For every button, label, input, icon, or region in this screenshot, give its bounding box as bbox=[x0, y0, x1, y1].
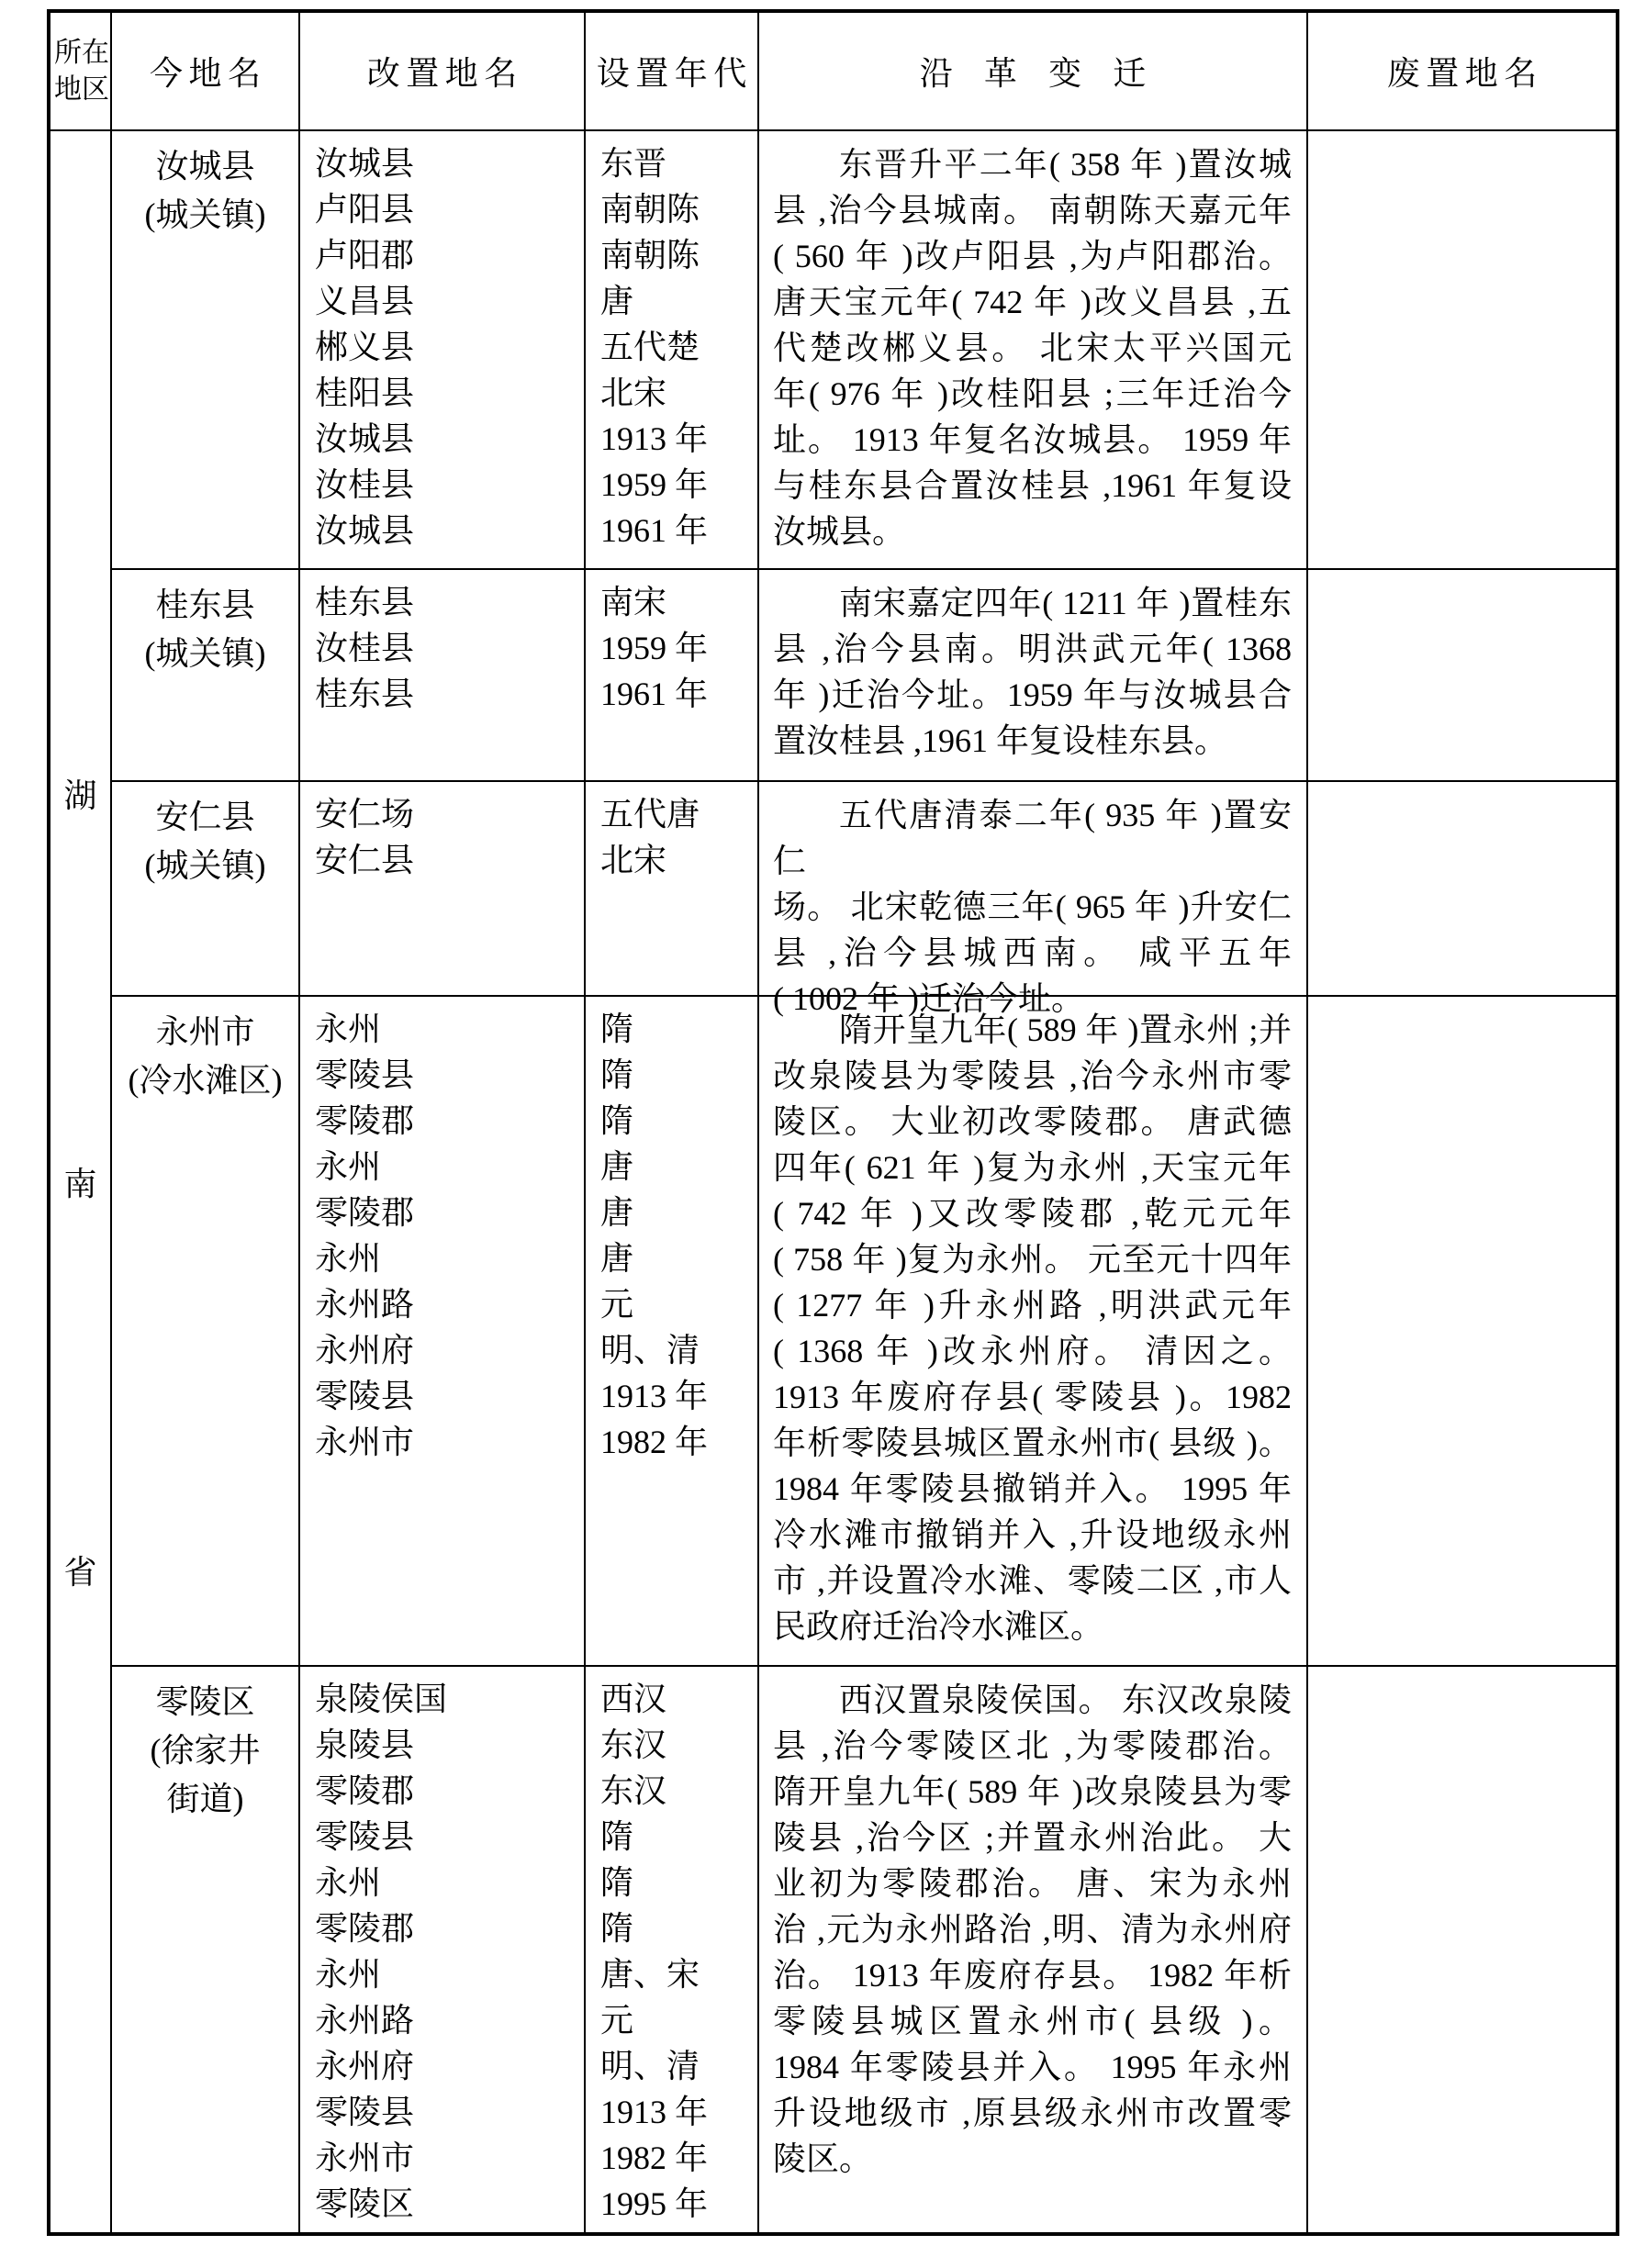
evolution-line: 五代唐清泰二年( 935 年 )置安仁 bbox=[773, 797, 1292, 879]
renamed-item: 安仁县 bbox=[315, 842, 415, 878]
header-evolution-label: 沿革变迁 bbox=[919, 55, 1178, 92]
renamed-item: 零陵县 bbox=[315, 2094, 415, 2130]
renamed-item: 零陵县 bbox=[315, 1056, 415, 1093]
header-today-name-label: 今地名 bbox=[150, 55, 267, 92]
evolution-cell bbox=[759, 131, 1308, 570]
evolution-line: 隋开皇九年( 589 年 )改泉陵县为零 bbox=[773, 1773, 1292, 1810]
today-name-line: (城关镇) bbox=[144, 196, 266, 233]
era-item: 隋 bbox=[600, 1056, 634, 1093]
era-item: 1959 年 bbox=[600, 466, 709, 503]
evolution-line: 隋开皇九年( 589 年 )置永州 ;并 bbox=[839, 1011, 1292, 1048]
era-item: 元 bbox=[600, 1286, 634, 1323]
province-char-1: 湖 bbox=[63, 777, 97, 814]
renamed-item: 汝城县 bbox=[315, 420, 415, 457]
renamed-item: 永州 bbox=[315, 1864, 382, 1901]
abolished-cell bbox=[1308, 570, 1616, 782]
renamed-list-cell bbox=[300, 570, 586, 782]
era-item: 唐 bbox=[600, 1240, 634, 1277]
era-list-cell bbox=[586, 997, 759, 1667]
evolution-line: 县 ,治今县南。明洪武元年( 1368 bbox=[773, 631, 1292, 667]
era-item: 元 bbox=[600, 2002, 634, 2039]
renamed-item: 泉陵侯国 bbox=[315, 1681, 448, 1717]
renamed-item: 汝桂县 bbox=[315, 630, 415, 666]
renamed-item: 桂阳县 bbox=[315, 374, 415, 411]
today-name-cell bbox=[112, 1667, 300, 2232]
renamed-item: 桂东县 bbox=[315, 676, 415, 712]
renamed-list-cell bbox=[300, 1667, 586, 2232]
renamed-list-cell bbox=[300, 131, 586, 570]
evolution-line: 改泉陵县为零陵县 ,治今永州市零 bbox=[773, 1057, 1292, 1094]
renamed-item: 永州市 bbox=[315, 1424, 415, 1460]
province-cell bbox=[50, 131, 112, 2232]
evolution-line: 县 ,治今县城西南。 咸平五年 bbox=[773, 934, 1292, 971]
evolution-line: 陵区。 bbox=[773, 2140, 873, 2177]
era-item: 五代唐 bbox=[600, 796, 700, 832]
evolution-line: 年( 976 年 )改桂阳县 ;三年迁治今 bbox=[773, 375, 1292, 412]
evolution-line: 冷水滩市撤销并入 ,升设地级永州 bbox=[773, 1516, 1292, 1553]
evolution-line: 治。 1913 年废府存县。 1982 年析 bbox=[773, 1957, 1292, 1994]
renamed-item: 零陵郡 bbox=[315, 1772, 415, 1809]
renamed-item: 安仁场 bbox=[315, 796, 415, 832]
renamed-list-cell bbox=[300, 997, 586, 1667]
renamed-item: 永州市 bbox=[315, 2140, 415, 2176]
evolution-line: 西汉置泉陵侯国。 东汉改泉陵 bbox=[839, 1681, 1292, 1718]
evolution-line: 唐天宝元年( 742 年 )改义昌县 ,五 bbox=[773, 284, 1292, 320]
evolution-line: 址。 1913 年复名汝城县。 1959 年 bbox=[773, 421, 1292, 458]
evolution-cell bbox=[759, 997, 1308, 1667]
evolution-line: 1984 年零陵县撤销并入。 1995 年 bbox=[773, 1470, 1292, 1507]
today-name-line: 永州市 bbox=[155, 1013, 255, 1050]
renamed-item: 永州 bbox=[315, 1956, 382, 1993]
era-item: 1913 年 bbox=[600, 420, 709, 457]
evolution-line: ( 1277 年 )升永州路 ,明洪武元年 bbox=[773, 1287, 1292, 1324]
era-item: 1995 年 bbox=[600, 2185, 709, 2222]
evolution-line: 陵县 ,治今区 ;并置永州治此。 大 bbox=[773, 1819, 1292, 1856]
today-name-cell bbox=[112, 131, 300, 570]
renamed-item: 零陵郡 bbox=[315, 1910, 415, 1947]
evolution-line: 年析零陵县城区置永州市( 县级 )。 bbox=[773, 1424, 1292, 1461]
header-evolution bbox=[759, 13, 1308, 131]
evolution-cell bbox=[759, 570, 1308, 782]
renamed-item: 永州 bbox=[315, 1011, 382, 1047]
era-item: 1959 年 bbox=[600, 630, 709, 666]
evolution-line: 市 ,并设置冷水滩、零陵二区 ,市人 bbox=[773, 1562, 1292, 1599]
renamed-item: 汝城县 bbox=[315, 145, 415, 182]
today-name-line: (冷水滩区) bbox=[128, 1062, 283, 1099]
renamed-item: 零陵郡 bbox=[315, 1194, 415, 1231]
today-name-line: 桂东县 bbox=[155, 587, 255, 623]
era-list-cell bbox=[586, 570, 759, 782]
gazetteer-table bbox=[47, 9, 1619, 2236]
era-list-cell bbox=[586, 1667, 759, 2232]
era-item: 1913 年 bbox=[600, 2094, 709, 2130]
era-item: 北宋 bbox=[600, 842, 667, 878]
evolution-line: 1984 年零陵县并入。 1995 年永州 bbox=[773, 2049, 1292, 2085]
era-item: 隋 bbox=[600, 1910, 634, 1947]
renamed-item: 义昌县 bbox=[315, 283, 415, 319]
era-item: 东汉 bbox=[600, 1726, 667, 1763]
era-item: 隋 bbox=[600, 1818, 634, 1855]
evolution-line: 四年( 621 年 )复为永州 ,天宝元年 bbox=[773, 1149, 1292, 1186]
renamed-list-cell bbox=[300, 782, 586, 997]
abolished-cell bbox=[1308, 782, 1616, 997]
evolution-line: 零陵县城区置永州市( 县级 )。 bbox=[773, 2003, 1292, 2039]
evolution-line: 置汝桂县 ,1961 年复设桂东县。 bbox=[773, 722, 1228, 759]
today-name-cell bbox=[112, 997, 300, 1667]
province-char-3: 省 bbox=[63, 1554, 97, 1591]
era-item: 1982 年 bbox=[600, 1424, 709, 1460]
today-name-line: (徐家井 bbox=[150, 1732, 261, 1769]
renamed-item: 零陵区 bbox=[315, 2185, 415, 2222]
era-item: 明、清 bbox=[600, 2048, 700, 2084]
era-item: 明、清 bbox=[600, 1332, 700, 1369]
era-item: 五代楚 bbox=[600, 329, 700, 365]
renamed-item: 卢阳郡 bbox=[315, 237, 415, 274]
evolution-line: ( 1368 年 )改永州府。 清因之。 bbox=[773, 1333, 1292, 1369]
era-item: 南宋 bbox=[600, 584, 667, 620]
renamed-item: 郴义县 bbox=[315, 329, 415, 365]
evolution-line: 南宋嘉定四年( 1211 年 )置桂东 bbox=[839, 585, 1292, 621]
renamed-item: 永州府 bbox=[315, 1332, 415, 1369]
evolution-line: 业初为零陵郡治。 唐、宋为永州 bbox=[773, 1865, 1292, 1902]
era-item: 东晋 bbox=[600, 145, 667, 182]
renamed-item: 永州 bbox=[315, 1148, 382, 1185]
evolution-line: ( 758 年 )复为永州。 元至元十四年 bbox=[773, 1241, 1292, 1278]
renamed-item: 零陵县 bbox=[315, 1818, 415, 1855]
era-list-cell bbox=[586, 782, 759, 997]
evolution-line: 代楚改郴义县。 北宋太平兴国元 bbox=[773, 330, 1292, 366]
today-name-cell bbox=[112, 782, 300, 997]
today-name-line: 汝城县 bbox=[155, 148, 255, 184]
header-abolished bbox=[1308, 13, 1616, 131]
renamed-item: 桂东县 bbox=[315, 584, 415, 620]
era-item: 东汉 bbox=[600, 1772, 667, 1809]
era-item: 西汉 bbox=[600, 1681, 667, 1717]
era-item: 隋 bbox=[600, 1864, 634, 1901]
today-name-line: (城关镇) bbox=[144, 847, 266, 884]
renamed-item: 永州府 bbox=[315, 2048, 415, 2084]
today-name-cell bbox=[112, 570, 300, 782]
evolution-cell bbox=[759, 1667, 1308, 2232]
renamed-item: 永州 bbox=[315, 1240, 382, 1277]
era-item: 1982 年 bbox=[600, 2140, 709, 2176]
header-abolished-label: 废置地名 bbox=[1386, 55, 1543, 92]
evolution-line: 年 )迁治今址。1959 年与汝城县合 bbox=[773, 676, 1292, 713]
header-renamed-name bbox=[300, 13, 586, 131]
era-item: 唐 bbox=[600, 1148, 634, 1185]
evolution-line: ( 1002 年 )迁治今址。 bbox=[773, 980, 1084, 1017]
era-item: 北宋 bbox=[600, 374, 667, 411]
today-name-line: 安仁县 bbox=[155, 799, 255, 835]
header-today-name bbox=[112, 13, 300, 131]
evolution-line: 东晋升平二年( 358 年 )置汝城 bbox=[839, 146, 1292, 183]
era-item: 唐、宋 bbox=[600, 1956, 700, 1993]
evolution-line: 场。 北宋乾德三年( 965 年 )升安仁 bbox=[773, 888, 1292, 925]
header-era-label: 设置年代 bbox=[596, 55, 753, 92]
today-name-line: 零陵区 bbox=[155, 1683, 255, 1720]
renamed-item: 汝城县 bbox=[315, 512, 415, 549]
renamed-item: 泉陵县 bbox=[315, 1726, 415, 1763]
header-renamed-name-label: 改置地名 bbox=[366, 55, 523, 92]
evolution-line: 治 ,元为永州路治 ,明、清为永州府 bbox=[773, 1911, 1292, 1948]
today-name-line: 街道) bbox=[166, 1781, 244, 1817]
era-item: 1961 年 bbox=[600, 676, 709, 712]
era-item: 南朝陈 bbox=[600, 237, 700, 274]
era-item: 隋 bbox=[600, 1011, 634, 1047]
era-item: 1961 年 bbox=[600, 512, 709, 549]
evolution-line: 与桂东县合置汝桂县 ,1961 年复设 bbox=[773, 467, 1292, 504]
evolution-line: 陵区。 大业初改零陵郡。 唐武德 bbox=[773, 1103, 1292, 1140]
era-item: 南朝陈 bbox=[600, 191, 700, 228]
renamed-item: 零陵郡 bbox=[315, 1102, 415, 1139]
evolution-line: 县 ,治今零陵区北 ,为零陵郡治。 bbox=[773, 1727, 1292, 1764]
today-name-line: (城关镇) bbox=[144, 635, 266, 672]
era-item: 唐 bbox=[600, 283, 634, 319]
renamed-item: 卢阳县 bbox=[315, 191, 415, 228]
era-item: 隋 bbox=[600, 1102, 634, 1139]
evolution-line: 汝城县。 bbox=[773, 513, 906, 550]
header-era bbox=[586, 13, 759, 131]
evolution-line: 县 ,治今县城南。 南朝陈天嘉元年 bbox=[773, 192, 1292, 229]
renamed-item: 汝桂县 bbox=[315, 466, 415, 503]
evolution-line: 升设地级市 ,原县级永州市改置零 bbox=[773, 2095, 1292, 2131]
era-item: 唐 bbox=[600, 1194, 634, 1231]
evolution-line: ( 560 年 )改卢阳县 ,为卢阳郡治。 bbox=[773, 238, 1292, 274]
era-item: 1913 年 bbox=[600, 1378, 709, 1414]
abolished-cell bbox=[1308, 1667, 1616, 2232]
renamed-item: 永州路 bbox=[315, 1286, 415, 1323]
header-region bbox=[50, 13, 112, 131]
province-char-2: 南 bbox=[63, 1166, 97, 1202]
evolution-line: 民政府迁治冷水滩区。 bbox=[773, 1608, 1104, 1645]
renamed-item: 永州路 bbox=[315, 2002, 415, 2039]
abolished-cell bbox=[1308, 131, 1616, 570]
abolished-cell bbox=[1308, 997, 1616, 1667]
renamed-item: 零陵县 bbox=[315, 1378, 415, 1414]
evolution-line: ( 742 年 )又改零陵郡 ,乾元元年 bbox=[773, 1195, 1292, 1232]
evolution-cell bbox=[759, 782, 1308, 1017]
header-region-line2: 地区 bbox=[54, 73, 109, 105]
header-region-line1: 所在 bbox=[54, 37, 109, 68]
evolution-line: 1913 年废府存县( 零陵县 )。1982 bbox=[773, 1379, 1292, 1415]
era-list-cell bbox=[586, 131, 759, 570]
